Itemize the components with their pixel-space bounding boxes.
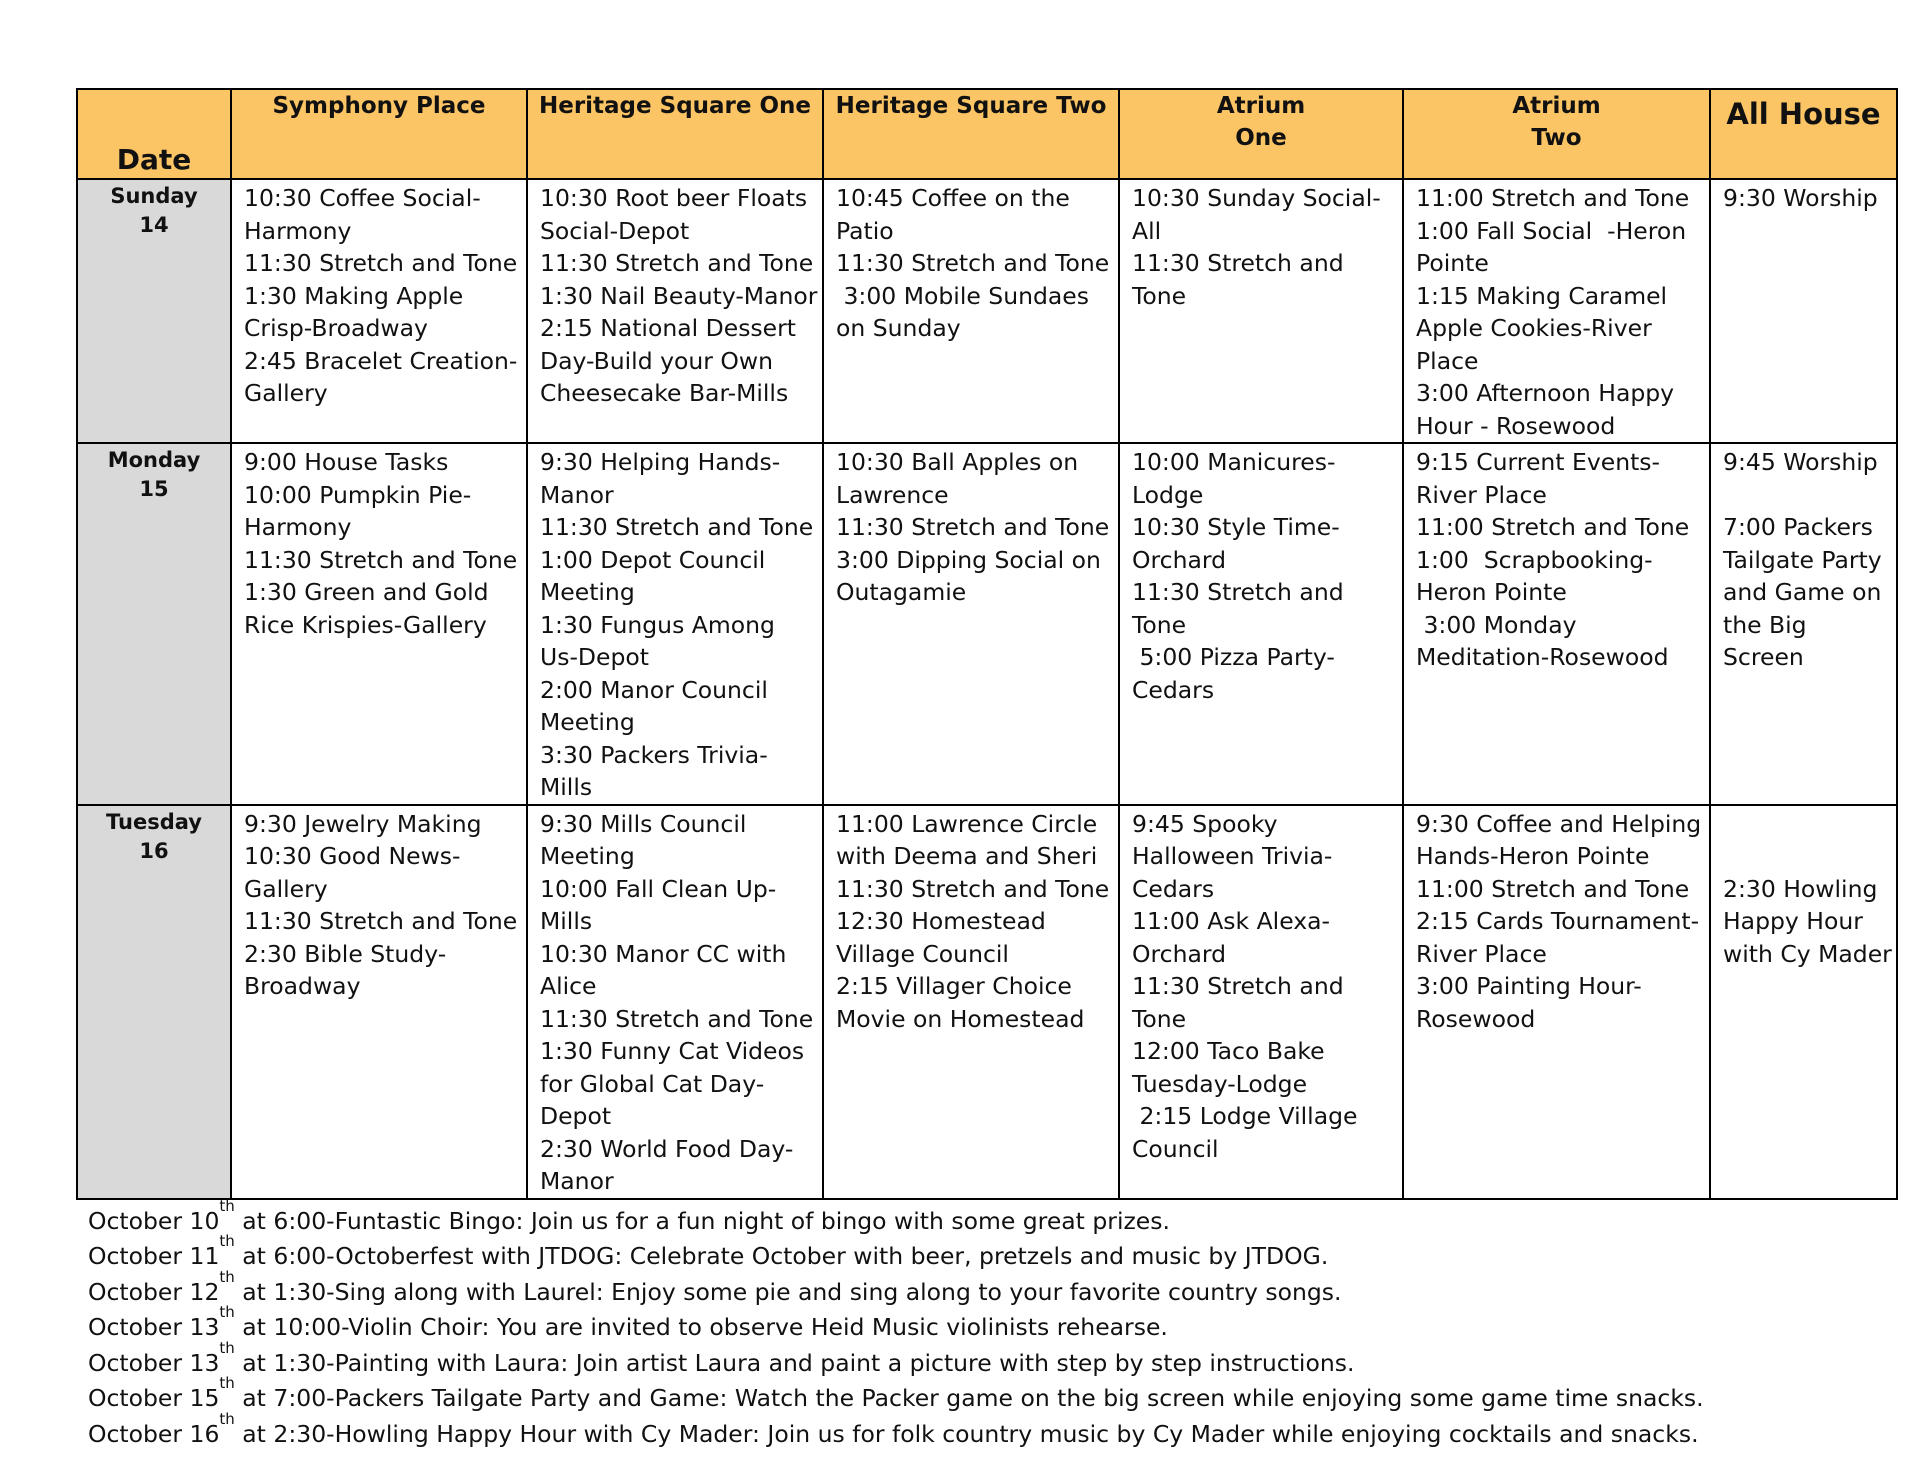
- event-date: October 15: [88, 1384, 220, 1413]
- date-suffix: th: [219, 1410, 235, 1429]
- event-date: October 11: [88, 1242, 220, 1271]
- event-date: October 13: [88, 1348, 220, 1377]
- event-description: at 6:00-Octoberfest with JTDOG: Celebrate October with beer, pretzels and music by JTDOG.: [234, 1242, 1329, 1271]
- date-suffix: th: [219, 1374, 235, 1393]
- symphony-place-activities: 9:30 Jewelry Making 10:30 Good News-Gallery 11:30 Stretch and Tone 2:30 Bible Study-Broadway: [231, 805, 527, 1199]
- event-description: at 10:00-Violin Choir: You are invited to observe Heid Music violinists rehearse.: [234, 1313, 1168, 1342]
- heritage-square-one-activities: 9:30 Helping Hands-Manor 11:30 Stretch and Tone 1:00 Depot Council Meeting 1:30 Fungus Among Us-Depot 2:00 Manor Council Meeting 3:30 Packers Trivia-Mills: [527, 443, 823, 805]
- all-house-header: All House: [1710, 89, 1897, 179]
- heritage-square-one-activities: 10:30 Root beer Floats Social-Depot 11:30 Stretch and Tone 1:30 Nail Beauty-Manor 2:15 National Dessert Day-Build your Own Cheesecake Bar-Mills: [527, 179, 823, 443]
- heritage-square-one-activities: 9:30 Mills Council Meeting 10:00 Fall Clean Up-Mills 10:30 Manor CC with Alice 11:30 Stretch and Tone 1:30 Funny Cat Videos for Global Cat Day-Depot 2:30 World Food Day-Manor: [527, 805, 823, 1199]
- atrium-one-header: Atrium One: [1119, 89, 1403, 179]
- atrium-one-activities: 9:45 Spooky Halloween Trivia-Cedars 11:00 Ask Alexa-Orchard 11:30 Stretch and Tone 12:00 Taco Bake Tuesday-Lodge 2:15 Lodge Village Council: [1119, 805, 1403, 1199]
- all-house-activities: 2:30 Howling Happy Hour with Cy Mader: [1710, 805, 1897, 1199]
- event-description: at 1:30-Sing along with Laurel: Enjoy some pie and sing along to your favorite country songs.: [234, 1277, 1342, 1306]
- date-suffix: th: [219, 1303, 235, 1322]
- atrium-two-activities: 9:30 Coffee and Helping Hands-Heron Pointe 11:00 Stretch and Tone 2:15 Cards Tournament-River Place 3:00 Painting Hour-Rosewood: [1403, 805, 1710, 1199]
- event-note: [88, 1196, 1896, 1240]
- event-date: October 13: [88, 1313, 220, 1342]
- atrium-one-activities: 10:30 Sunday Social-All 11:30 Stretch and Tone: [1119, 179, 1403, 443]
- event-note: [88, 1267, 1896, 1311]
- heritage-square-two-activities: 11:00 Lawrence Circle with Deema and Sheri 11:30 Stretch and Tone 12:30 Homestead Village Council 2:15 Villager Choice Movie on Homestead: [823, 805, 1119, 1199]
- heritage-square-two-activities: 10:30 Ball Apples on Lawrence 11:30 Stretch and Tone 3:00 Dipping Social on Outagamie: [823, 443, 1119, 805]
- atrium-two-activities: 9:15 Current Events-River Place 11:00 Stretch and Tone 1:00 Scrapbooking-Heron Pointe 3:00 Monday Meditation-Rosewood: [1403, 443, 1710, 805]
- heritage-square-two-header: Heritage Square Two: [823, 89, 1119, 179]
- weekly-schedule-table: [76, 88, 1898, 1200]
- event-note: [88, 1303, 1896, 1346]
- activity-calendar-page: [76, 88, 1896, 1453]
- event-description: at 2:30-Howling Happy Hour with Cy Mader: Join us for folk country music by Cy Mader while enjoying cocktails and snacks.: [234, 1420, 1699, 1449]
- all-house-activities: 9:45 Worship 7:00 Packers Tailgate Party and Game on the Big Screen: [1710, 443, 1897, 805]
- all-house-activities: 9:30 Worship: [1710, 179, 1897, 443]
- atrium-two-activities: 11:00 Stretch and Tone 1:00 Fall Social -Heron Pointe 1:15 Making Caramel Apple Cookies-River Place 3:00 Afternoon Happy Hour - Rosewood: [1403, 179, 1710, 443]
- date-suffix: th: [219, 1232, 235, 1251]
- date-column-header: Date: [77, 89, 231, 179]
- event-description: at 7:00-Packers Tailgate Party and Game: Watch the Packer game on the big screen while enjoying some game time snacks.: [234, 1384, 1704, 1413]
- day-label: Monday 15: [77, 443, 231, 805]
- event-date: October 12: [88, 1277, 220, 1306]
- symphony-place-activities: 9:00 House Tasks 10:00 Pumpkin Pie-Harmony 11:30 Stretch and Tone 1:30 Green and Gold Rice Krispies-Gallery: [231, 443, 527, 805]
- atrium-one-activities: 10:00 Manicures-Lodge 10:30 Style Time-Orchard 11:30 Stretch and Tone 5:00 Pizza Party-Cedars: [1119, 443, 1403, 805]
- event-description: at 1:30-Painting with Laura: Join artist Laura and paint a picture with step by step instructions.: [234, 1348, 1355, 1377]
- header-row: [77, 89, 1897, 179]
- heritage-square-two-activities: 10:45 Coffee on the Patio 11:30 Stretch and Tone 3:00 Mobile Sundaes on Sunday: [823, 179, 1119, 443]
- event-date: October 16: [88, 1420, 220, 1449]
- event-note: [88, 1232, 1896, 1275]
- event-note: [88, 1338, 1896, 1382]
- event-date: October 10: [88, 1206, 220, 1235]
- event-description: at 6:00-Funtastic Bingo: Join us for a fun night of bingo with some great prizes.: [234, 1206, 1170, 1235]
- date-suffix: th: [219, 1196, 235, 1215]
- monday-row: [77, 443, 1897, 805]
- sunday-row: [77, 179, 1897, 443]
- symphony-place-activities: 10:30 Coffee Social-Harmony 11:30 Stretch and Tone 1:30 Making Apple Crisp-Broadway 2:45 Bracelet Creation-Gallery: [231, 179, 527, 443]
- event-note: [88, 1374, 1896, 1417]
- date-suffix: th: [219, 1267, 235, 1286]
- event-note: [88, 1410, 1896, 1453]
- day-label: Sunday 14: [77, 179, 231, 443]
- atrium-two-header: Atrium Two: [1403, 89, 1710, 179]
- heritage-square-one-header: Heritage Square One: [527, 89, 823, 179]
- special-events-notes: [76, 1196, 1896, 1453]
- date-suffix: th: [219, 1338, 235, 1357]
- symphony-place-header: Symphony Place: [231, 89, 527, 179]
- day-label: Tuesday 16: [77, 805, 231, 1199]
- tuesday-row: [77, 805, 1897, 1199]
